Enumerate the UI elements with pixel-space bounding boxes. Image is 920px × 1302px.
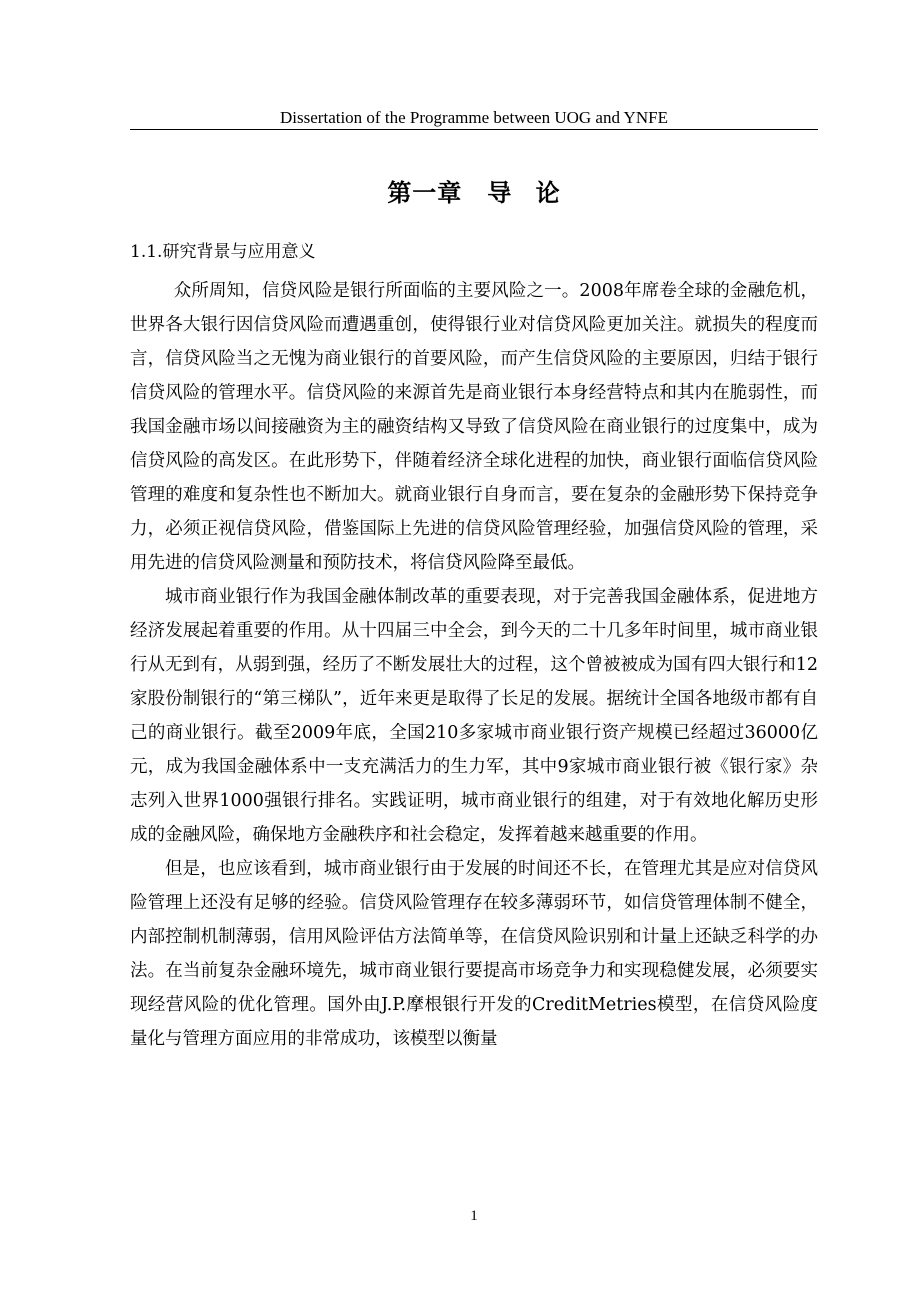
body-text xyxy=(130,274,818,1056)
section-heading: 1.1.研究背景与应用意义 xyxy=(130,242,316,262)
paragraph-2: 城市商业银行作为我国金融体制改革的重要表现，对于完善我国金融体系，促进地方经济发展起着重要的作用。从十四届三中全会，到今天的二十几多年时间里，城市商业银行从无到有，从弱到强，经历了不断发展壮大的过程，这个曾被被成为国有四大银行和12家股份制银行的“第三梯队”，近年来更是取得了长足的发展。据统计全国各地级市都有自己的商业银行。截至2009年底，全国210多家城市商业银行资产规模已经超过36000亿元，成为我国金融体系中一支充满活力的生力军，其中9家城市商业银行被《银行家》杂志列入世界1000强银行排名。实践证明，城市商业银行的组建，对于有效地化解历史形成的金融风险，确保地方金融秩序和社会稳定，发挥着越来越重要的作用。 xyxy=(130,587,818,845)
running-header: Dissertation of the Programme between UOG and YNFE xyxy=(280,108,668,127)
chapter-title: 第一章 导 论 xyxy=(387,179,561,207)
paragraph-1: 众所周知，信贷风险是银行所面临的主要风险之一。2008年席卷全球的金融危机，世界各大银行因信贷风险而遭遇重创，使得银行业对信贷风险更加关注。就损失的程度而言，信贷风险当之无愧为商业银行的首要风险，而产生信贷风险的主要原因，归结于银行信贷风险的管理水平。信贷风险的来源首先是商业银行本身经营特点和其内在脆弱性，而我国金融市场以间接融资为主的融资结构又导致了信贷风险在商业银行的过度集中，成为信贷风险的高发区。在此形势下，伴随着经济全球化进程的加快，商业银行面临信贷风险管理的难度和复杂性也不断加大。就商业银行自身而言，要在复杂的金融形势下保持竞争力，必须正视信贷风险，借鉴国际上先进的信贷风险管理经验，加强信贷风险的管理，采用先进的信贷风险测量和预防技术，将信贷风险降至最低。 xyxy=(130,281,818,573)
page-number: 1 xyxy=(470,1208,478,1224)
header-divider xyxy=(130,129,818,130)
paragraph-3: 但是，也应该看到，城市商业银行由于发展的时间还不长，在管理尤其是应对信贷风险管理上还没有足够的经验。信贷风险管理存在较多薄弱环节，如信贷管理体制不健全，内部控制机制薄弱，信用风险评估方法简单等，在信贷风险识别和计量上还缺乏科学的办法。在当前复杂金融环境先，城市商业银行要提高市场竞争力和实现稳健发展，必须要实现经营风险的优化管理。国外由J.P.摩根银行开发的CreditMetries模型，在信贷风险度量化与管理方面应用的非常成功，该模型以衡量 xyxy=(130,859,818,1049)
